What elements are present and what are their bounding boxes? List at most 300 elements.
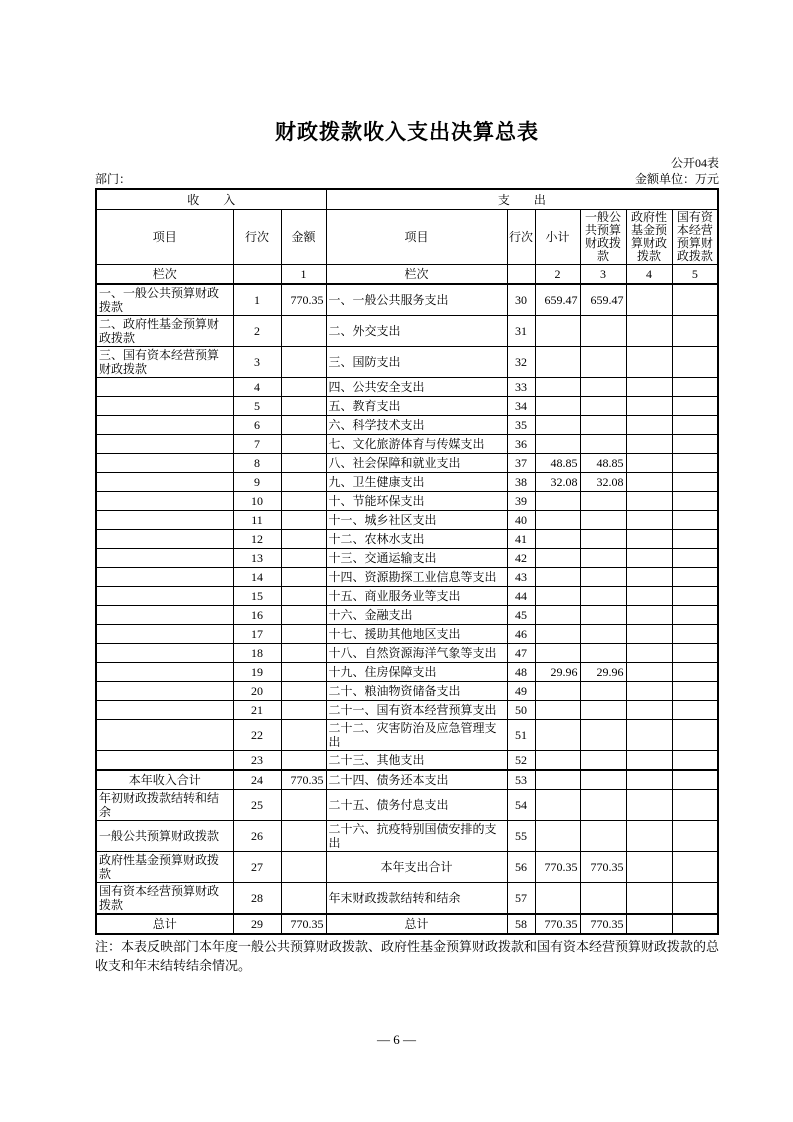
income-amount-cell [281, 416, 326, 435]
income-line-cell: 28 [233, 883, 281, 915]
colindex-cell: 2 [535, 265, 580, 285]
expense-line-cell: 34 [507, 397, 535, 416]
income-amount-cell [281, 883, 326, 915]
income-item-cell: 年初财政拨款结转和结余 [96, 790, 233, 821]
income-amount-cell [281, 790, 326, 821]
income-line-cell: 5 [233, 397, 281, 416]
expense-item-cell: 九、卫生健康支出 [326, 473, 507, 492]
general-budget-cell [580, 821, 626, 852]
state-capital-cell [672, 378, 718, 397]
expense-line-cell: 38 [507, 473, 535, 492]
income-amount-cell [281, 347, 326, 378]
income-item-cell: 本年收入合计 [96, 770, 233, 790]
subtotal-cell [535, 549, 580, 568]
expense-item-cell: 十九、住房保障支出 [326, 663, 507, 682]
gov-fund-cell [626, 397, 672, 416]
expense-item-cell: 二十五、债务付息支出 [326, 790, 507, 821]
income-item-cell [96, 530, 233, 549]
table-row [96, 549, 718, 568]
table-row [96, 492, 718, 511]
table-row [96, 914, 718, 934]
expense-line-cell: 51 [507, 720, 535, 751]
expense-item-cell: 一、一般公共服务支出 [326, 284, 507, 316]
state-capital-cell [672, 625, 718, 644]
expense-line-cell: 45 [507, 606, 535, 625]
income-item-cell [96, 378, 233, 397]
expense-item-cell: 二十三、其他支出 [326, 751, 507, 771]
general-budget-cell [580, 397, 626, 416]
general-budget-cell [580, 644, 626, 663]
expense-item-cell: 十五、商业服务业等支出 [326, 587, 507, 606]
gov-fund-cell [626, 316, 672, 347]
subtotal-cell [535, 751, 580, 771]
income-item-cell: 二、政府性基金预算财政拨款 [96, 316, 233, 347]
expense-item-cell: 二、外交支出 [326, 316, 507, 347]
income-item-cell [96, 492, 233, 511]
table-row [96, 720, 718, 751]
income-line-cell: 3 [233, 347, 281, 378]
expense-line-cell: 32 [507, 347, 535, 378]
general-budget-cell [580, 790, 626, 821]
income-item-cell [96, 606, 233, 625]
expense-line-cell: 54 [507, 790, 535, 821]
income-item-cell [96, 587, 233, 606]
expense-item-cell: 三、国防支出 [326, 347, 507, 378]
income-item-cell: 一、一般公共预算财政拨款 [96, 284, 233, 316]
income-amount-cell [281, 701, 326, 720]
income-line-cell: 4 [233, 378, 281, 397]
state-capital-cell [672, 914, 718, 934]
income-item-cell: 国有资本经营预算财政拨款 [96, 883, 233, 915]
colindex-cell [233, 265, 281, 285]
general-budget-cell [580, 751, 626, 771]
expense-item-cell: 五、教育支出 [326, 397, 507, 416]
gov-fund-cell [626, 770, 672, 790]
income-line-cell: 18 [233, 644, 281, 663]
income-amount-cell: 770.35 [281, 914, 326, 934]
income-item-cell [96, 644, 233, 663]
state-capital-cell [672, 587, 718, 606]
expense-item-cell: 十八、自然资源海洋气象等支出 [326, 644, 507, 663]
meta-line [95, 171, 719, 187]
gov-fund-cell [626, 606, 672, 625]
table-row [96, 625, 718, 644]
colindex-cell: 3 [580, 265, 626, 285]
subtotal-cell [535, 568, 580, 587]
income-line-cell: 14 [233, 568, 281, 587]
income-amount-cell [281, 587, 326, 606]
income-line-cell: 6 [233, 416, 281, 435]
income-line-cell: 22 [233, 720, 281, 751]
general-budget-cell [580, 625, 626, 644]
table-row [96, 821, 718, 852]
gov-fund-cell [626, 644, 672, 663]
expense-line-cell: 56 [507, 852, 535, 883]
subtotal-cell [535, 821, 580, 852]
state-capital-cell [672, 883, 718, 915]
state-capital-cell [672, 284, 718, 316]
subtotal-cell [535, 492, 580, 511]
table-row [96, 454, 718, 473]
table-row [96, 435, 718, 454]
gov-fund-cell [626, 751, 672, 771]
subtotal-cell [535, 435, 580, 454]
gov-fund-cell [626, 852, 672, 883]
table-row [96, 852, 718, 883]
subtotal-cell [535, 378, 580, 397]
table-row [96, 883, 718, 915]
table-row [96, 770, 718, 790]
table-code: 公开04表 [670, 156, 719, 170]
section-header-row [96, 189, 718, 210]
general-budget-cell [580, 720, 626, 751]
state-capital-cell [672, 751, 718, 771]
state-capital-cell [672, 397, 718, 416]
table-row [96, 606, 718, 625]
expense-item-cell: 十二、农林水支出 [326, 530, 507, 549]
general-budget-cell [580, 587, 626, 606]
expense-item-cell: 四、公共安全支出 [326, 378, 507, 397]
income-line-cell: 12 [233, 530, 281, 549]
gov-fund-cell [626, 416, 672, 435]
expense-item-cell: 七、文化旅游体育与传媒支出 [326, 435, 507, 454]
state-capital-cell [672, 701, 718, 720]
gov-fund-cell [626, 568, 672, 587]
expense-line-cell: 30 [507, 284, 535, 316]
income-amount-cell [281, 454, 326, 473]
expense-line-cell: 49 [507, 682, 535, 701]
state-capital-cell [672, 435, 718, 454]
expense-line-cell: 48 [507, 663, 535, 682]
expense-item-cell: 总计 [326, 914, 507, 934]
table-row [96, 397, 718, 416]
expense-line-cell: 37 [507, 454, 535, 473]
expense-item-cell: 十七、援助其他地区支出 [326, 625, 507, 644]
income-amount-header: 金额 [281, 210, 326, 265]
table-row [96, 511, 718, 530]
income-item-cell [96, 435, 233, 454]
subtotal-cell [535, 347, 580, 378]
general-budget-cell: 770.35 [580, 914, 626, 934]
income-line-cell: 13 [233, 549, 281, 568]
income-line-cell: 7 [233, 435, 281, 454]
income-section-header: 收 入 [96, 189, 326, 210]
gov-fund-cell [626, 701, 672, 720]
income-amount-cell: 770.35 [281, 770, 326, 790]
general-budget-cell [580, 701, 626, 720]
income-item-cell [96, 454, 233, 473]
colindex-cell: 栏次 [326, 265, 507, 285]
expense-line-cell: 42 [507, 549, 535, 568]
expense-item-cell: 二十二、灾害防治及应急管理支出 [326, 720, 507, 751]
general-budget-cell: 29.96 [580, 663, 626, 682]
income-item-cell: 政府性基金预算财政拨款 [96, 852, 233, 883]
table-row [96, 568, 718, 587]
page-title: 财政拨款收入支出决算总表 [275, 121, 539, 144]
state-capital-cell [672, 644, 718, 663]
table-note: 注：本表反映部门本年度一般公共预算财政拨款、政府性基金预算财政拨款和国有资本经营预算财政拨款的总收支和年末结转结余情况。 [95, 939, 720, 973]
income-amount-cell [281, 644, 326, 663]
general-budget-cell: 32.08 [580, 473, 626, 492]
table-row [96, 790, 718, 821]
income-item-cell [96, 751, 233, 771]
colindex-cell: 4 [626, 265, 672, 285]
income-amount-cell [281, 568, 326, 587]
gov-fund-cell [626, 883, 672, 915]
income-item-cell [96, 549, 233, 568]
colindex-cell: 1 [281, 265, 326, 285]
table-row [96, 751, 718, 771]
gov-fund-cell [626, 790, 672, 821]
general-budget-header: 一般公共预算财政拨款 [580, 210, 626, 265]
expense-item-cell: 二十四、债务还本支出 [326, 770, 507, 790]
gov-fund-cell [626, 720, 672, 751]
expense-line-cell: 36 [507, 435, 535, 454]
income-line-cell: 10 [233, 492, 281, 511]
income-amount-cell [281, 511, 326, 530]
column-header-row [96, 210, 718, 265]
general-budget-cell [580, 435, 626, 454]
expense-item-cell: 十一、城乡社区支出 [326, 511, 507, 530]
expense-line-cell: 31 [507, 316, 535, 347]
gov-fund-cell [626, 549, 672, 568]
subtotal-cell [535, 397, 580, 416]
income-item-cell [96, 568, 233, 587]
gov-fund-cell [626, 914, 672, 934]
income-item-cell [96, 625, 233, 644]
subtotal-header: 小计 [535, 210, 580, 265]
state-capital-header: 国有资本经营预算财政拨款 [672, 210, 718, 265]
income-item-cell [96, 473, 233, 492]
subtotal-cell [535, 720, 580, 751]
expense-item-cell: 六、科学技术支出 [326, 416, 507, 435]
general-budget-cell [580, 416, 626, 435]
income-item-cell [96, 511, 233, 530]
expense-line-cell: 35 [507, 416, 535, 435]
state-capital-cell [672, 770, 718, 790]
table-row [96, 284, 718, 316]
income-item-cell: 总计 [96, 914, 233, 934]
subtotal-cell: 770.35 [535, 852, 580, 883]
gov-fund-cell [626, 663, 672, 682]
state-capital-cell [672, 852, 718, 883]
subtotal-cell [535, 701, 580, 720]
income-line-cell: 23 [233, 751, 281, 771]
income-item-cell [96, 720, 233, 751]
income-line-cell: 11 [233, 511, 281, 530]
state-capital-cell [672, 316, 718, 347]
income-line-cell: 16 [233, 606, 281, 625]
expense-line-cell: 50 [507, 701, 535, 720]
expense-item-cell: 十四、资源勘探工业信息等支出 [326, 568, 507, 587]
state-capital-cell [672, 530, 718, 549]
general-budget-cell [580, 770, 626, 790]
income-line-cell: 25 [233, 790, 281, 821]
expense-line-cell: 39 [507, 492, 535, 511]
income-amount-cell [281, 316, 326, 347]
general-budget-cell [580, 316, 626, 347]
subtotal-cell: 29.96 [535, 663, 580, 682]
state-capital-cell [672, 568, 718, 587]
income-line-cell: 17 [233, 625, 281, 644]
expense-line-cell: 43 [507, 568, 535, 587]
subtotal-cell [535, 790, 580, 821]
table-row [96, 378, 718, 397]
subtotal-cell [535, 416, 580, 435]
gov-fund-cell [626, 492, 672, 511]
table-row [96, 316, 718, 347]
expense-line-cell: 44 [507, 587, 535, 606]
state-capital-cell [672, 790, 718, 821]
column-index-row [96, 265, 718, 285]
income-item-cell [96, 397, 233, 416]
subtotal-cell: 48.85 [535, 454, 580, 473]
expense-item-cell: 十六、金融支出 [326, 606, 507, 625]
gov-fund-cell [626, 625, 672, 644]
table-row [96, 416, 718, 435]
gov-fund-cell [626, 454, 672, 473]
expense-line-header: 行次 [507, 210, 535, 265]
income-line-cell: 20 [233, 682, 281, 701]
income-item-header: 项目 [96, 210, 233, 265]
gov-fund-cell [626, 530, 672, 549]
income-line-cell: 8 [233, 454, 281, 473]
income-item-cell [96, 682, 233, 701]
income-line-cell: 2 [233, 316, 281, 347]
income-amount-cell [281, 625, 326, 644]
state-capital-cell [672, 720, 718, 751]
subtotal-cell [535, 606, 580, 625]
state-capital-cell [672, 416, 718, 435]
state-capital-cell [672, 511, 718, 530]
income-item-cell [96, 663, 233, 682]
subtotal-cell [535, 644, 580, 663]
fiscal-table-body [96, 284, 718, 934]
table-row [96, 701, 718, 720]
state-capital-cell [672, 663, 718, 682]
state-capital-cell [672, 473, 718, 492]
income-amount-cell [281, 492, 326, 511]
income-amount-cell [281, 852, 326, 883]
gov-fund-cell [626, 682, 672, 701]
subtotal-cell: 659.47 [535, 284, 580, 316]
income-line-cell: 1 [233, 284, 281, 316]
income-line-cell: 21 [233, 701, 281, 720]
income-line-cell: 9 [233, 473, 281, 492]
expense-item-cell: 十、节能环保支出 [326, 492, 507, 511]
expense-section-header: 支 出 [326, 189, 718, 210]
expense-item-cell: 本年支出合计 [326, 852, 507, 883]
report-sheet [95, 116, 719, 975]
subtotal-cell: 770.35 [535, 914, 580, 934]
expense-line-cell: 53 [507, 770, 535, 790]
table-row [96, 682, 718, 701]
state-capital-cell [672, 549, 718, 568]
general-budget-cell: 659.47 [580, 284, 626, 316]
subtotal-cell [535, 587, 580, 606]
table-row [96, 644, 718, 663]
general-budget-cell: 48.85 [580, 454, 626, 473]
general-budget-cell [580, 606, 626, 625]
state-capital-cell [672, 606, 718, 625]
general-budget-cell [580, 511, 626, 530]
income-amount-cell [281, 682, 326, 701]
expense-item-cell: 八、社会保障和就业支出 [326, 454, 507, 473]
fiscal-appropriation-table [95, 188, 719, 935]
income-amount-cell [281, 397, 326, 416]
income-item-cell [96, 416, 233, 435]
general-budget-cell [580, 883, 626, 915]
subtotal-cell [535, 625, 580, 644]
general-budget-cell [580, 378, 626, 397]
table-row [96, 530, 718, 549]
subtotal-cell: 32.08 [535, 473, 580, 492]
general-budget-cell [580, 682, 626, 701]
table-row [96, 663, 718, 682]
income-amount-cell [281, 751, 326, 771]
gov-fund-cell [626, 284, 672, 316]
gov-fund-cell [626, 378, 672, 397]
expense-item-cell: 二十、粮油物资储备支出 [326, 682, 507, 701]
unit-label: 金额单位：万元 [634, 172, 719, 186]
page-number: — 6 — [377, 1032, 416, 1047]
general-budget-cell: 770.35 [580, 852, 626, 883]
expense-item-cell: 年末财政拨款结转和结余 [326, 883, 507, 915]
expense-item-cell: 二十六、抗疫特别国债安排的支出 [326, 821, 507, 852]
colindex-cell [507, 265, 535, 285]
income-line-cell: 29 [233, 914, 281, 934]
state-capital-cell [672, 454, 718, 473]
expense-item-cell: 十三、交通运输支出 [326, 549, 507, 568]
income-line-cell: 27 [233, 852, 281, 883]
general-budget-cell [580, 549, 626, 568]
income-item-cell: 三、国有资本经营预算财政拨款 [96, 347, 233, 378]
expense-line-cell: 46 [507, 625, 535, 644]
subtotal-cell [535, 883, 580, 915]
gov-fund-header: 政府性基金预算财政拨款 [626, 210, 672, 265]
subtotal-cell [535, 511, 580, 530]
income-item-cell [96, 701, 233, 720]
income-amount-cell [281, 663, 326, 682]
table-row [96, 347, 718, 378]
gov-fund-cell [626, 435, 672, 454]
table-row [96, 473, 718, 492]
general-budget-cell [580, 347, 626, 378]
general-budget-cell [580, 530, 626, 549]
subtotal-cell [535, 770, 580, 790]
income-line-cell: 19 [233, 663, 281, 682]
state-capital-cell [672, 682, 718, 701]
income-amount-cell [281, 435, 326, 454]
expense-line-cell: 47 [507, 644, 535, 663]
income-amount-cell [281, 530, 326, 549]
expense-line-cell: 58 [507, 914, 535, 934]
expense-line-cell: 40 [507, 511, 535, 530]
income-amount-cell [281, 473, 326, 492]
expense-item-header: 项目 [326, 210, 507, 265]
income-line-cell: 24 [233, 770, 281, 790]
subtotal-cell [535, 682, 580, 701]
colindex-cell: 栏次 [96, 265, 233, 285]
general-budget-cell [580, 492, 626, 511]
state-capital-cell [672, 821, 718, 852]
department-label: 部门： [95, 172, 132, 186]
income-item-cell: 一般公共预算财政拨款 [96, 821, 233, 852]
income-amount-cell [281, 549, 326, 568]
expense-line-cell: 55 [507, 821, 535, 852]
income-amount-cell [281, 606, 326, 625]
gov-fund-cell [626, 347, 672, 378]
